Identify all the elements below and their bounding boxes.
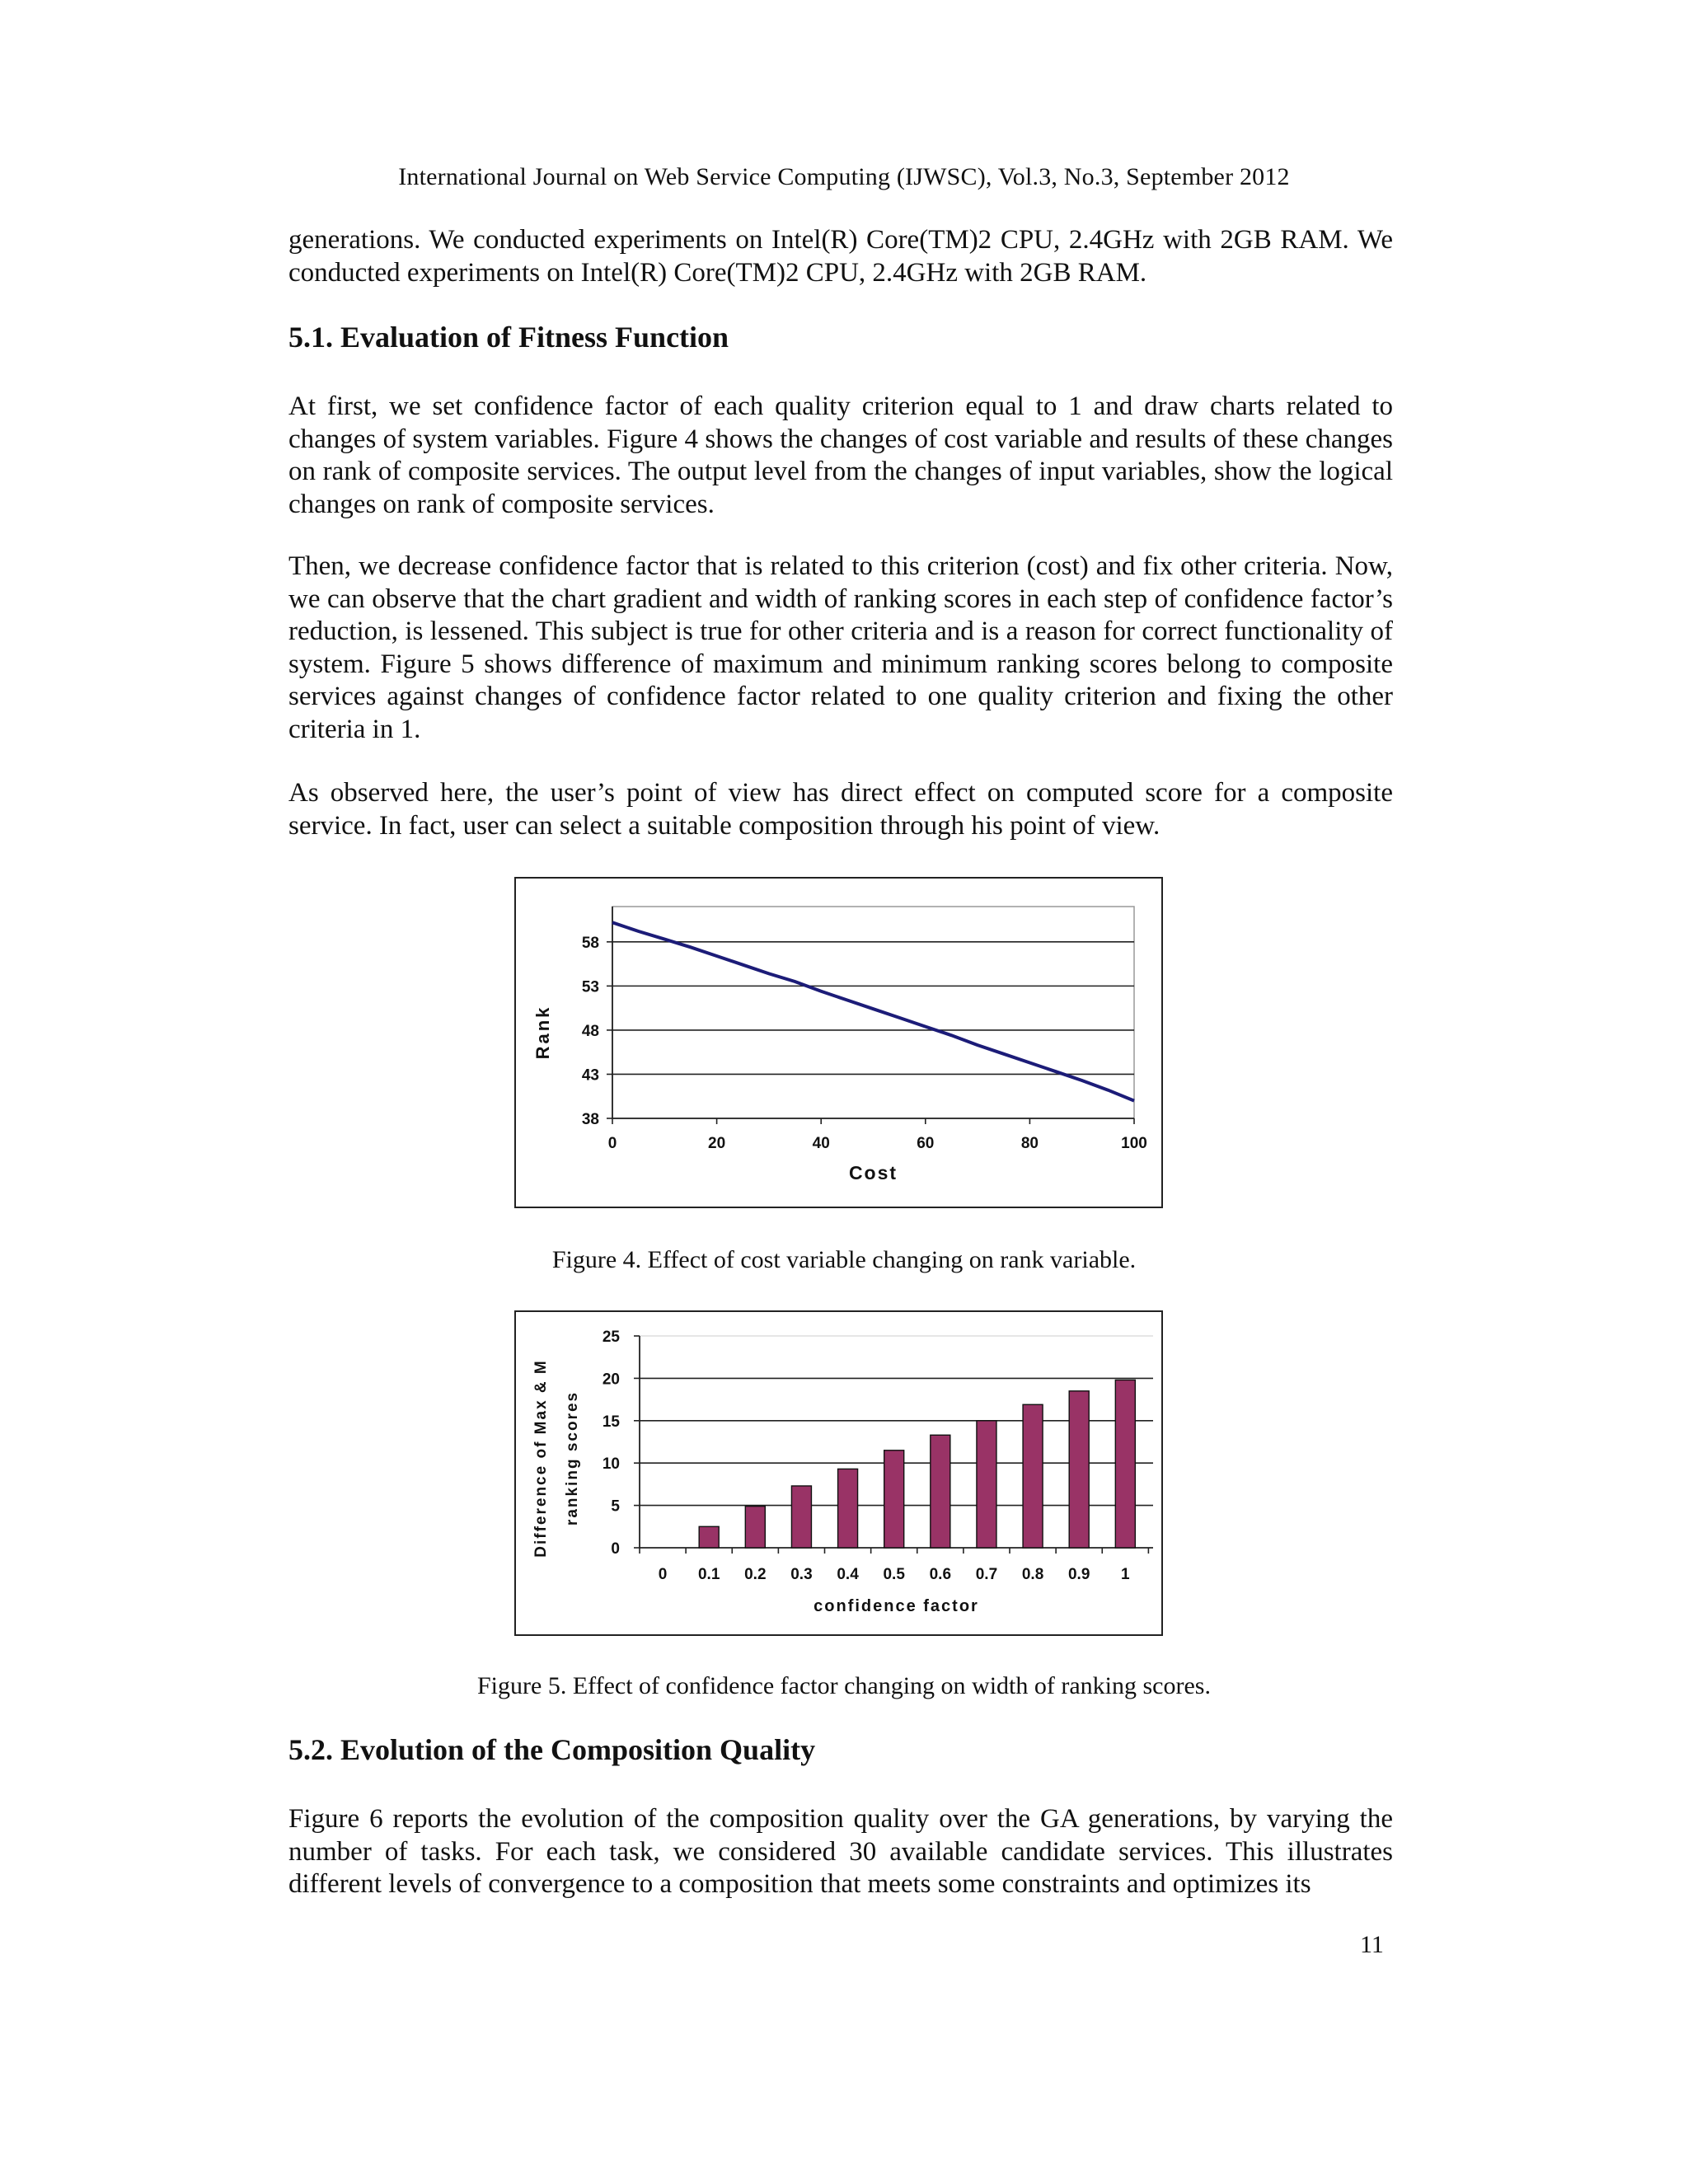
x-axis-label: Cost: [848, 1162, 898, 1183]
x-tick-label: 0: [658, 1566, 668, 1583]
bar: [699, 1526, 719, 1548]
x-tick-label: 0.8: [1021, 1566, 1044, 1583]
y-tick-label: 0: [611, 1540, 620, 1558]
x-tick-label: 80: [1020, 1135, 1039, 1152]
figure-5-caption: Figure 5. Effect of confidence factor changing on width of ranking scores.: [477, 1672, 1211, 1699]
figure-4-caption: Figure 4. Effect of cost variable changing on rank variable.: [551, 1246, 1137, 1273]
bar: [1069, 1391, 1089, 1548]
bar: [838, 1469, 858, 1548]
y-axis-label-line-2: ranking scores: [564, 1390, 581, 1526]
x-tick-label: 40: [812, 1135, 830, 1152]
page-number: 11: [1360, 1931, 1384, 1958]
x-tick-label: 0.2: [744, 1566, 767, 1583]
y-tick-label: 20: [602, 1371, 620, 1389]
y-tick-label: 10: [602, 1455, 620, 1474]
figure-5-chart: [514, 1310, 1163, 1636]
x-tick-label: 0.3: [790, 1566, 813, 1583]
x-tick-label: 20: [708, 1135, 726, 1152]
x-tick-label: 60: [917, 1135, 935, 1152]
paragraph-2: Then, we decrease confidence factor that is related to this criterion (cost) and fix other criteria. Now, we can observe that the chart gradient and width of ranking scores in each step of confidence factor’s reduction, is lessened. This subject is true for other criteria and is a reason for correct functionality of system. Figure 5 shows difference of maximum and minimum ranking scores belong to composite services against changes of confidence factor related to one quality criterion and fixing the other criteria in 1.: [288, 551, 1393, 744]
y-tick-label: 43: [581, 1066, 599, 1085]
bar: [884, 1451, 904, 1548]
x-tick-label: 0.1: [697, 1566, 720, 1583]
figure-4-svg: [516, 879, 1165, 1210]
x-tick-label: 0.7: [975, 1566, 998, 1583]
bar: [1115, 1380, 1135, 1548]
paragraph-1: At first, we set confidence factor of each quality criterion equal to 1 and draw charts related to changes of system variables. Figure 4 shows the changes of cost variable and results of these changes on rank of composite services. The output level from the changes of input variables, show the logical changes on rank of composite services.: [288, 391, 1393, 519]
bar: [1023, 1404, 1043, 1548]
x-tick-label: 0: [607, 1135, 617, 1152]
x-tick-label: 1: [1121, 1566, 1130, 1583]
y-axis-label-line-1: Difference of Max & M: [532, 1359, 550, 1558]
x-tick-label: 0.5: [883, 1566, 905, 1583]
y-tick-label: 15: [602, 1413, 620, 1431]
y-tick-label: 25: [602, 1329, 620, 1346]
y-tick-label: 53: [581, 978, 599, 996]
bar: [931, 1435, 950, 1548]
y-tick-label: 48: [581, 1022, 599, 1040]
figure-4-chart: [514, 877, 1163, 1208]
section-5-2-title: 5.2. Evolution of the Composition Quality: [288, 1733, 816, 1766]
x-tick-label: 100: [1121, 1135, 1147, 1152]
paragraph-4: Figure 6 reports the evolution of the composition quality over the GA generations, by varying the number of tasks. For each task, we considered 30 available candidate services. This illustrates different levels of convergence to a composition that meets some constraints and optimizes its: [288, 1804, 1393, 1899]
y-tick-label: 38: [581, 1111, 599, 1128]
y-axis-label: Rank: [532, 1005, 553, 1060]
paragraph-3: As observed here, the user’s point of view has direct effect on computed score for a composite service. In fact, user can select a suitable composition through his point of view.: [288, 778, 1393, 841]
bar: [791, 1486, 811, 1548]
plot-area-border: [612, 907, 1134, 1118]
y-tick-label: 58: [581, 934, 599, 952]
bar: [977, 1421, 996, 1548]
journal-header: International Journal on Web Service Computing (IJWSC), Vol.3, No.3, September 2012: [398, 163, 1290, 190]
x-axis-label: confidence factor: [814, 1597, 979, 1615]
section-5-1-title: 5.1. Evaluation of Fitness Function: [288, 321, 729, 354]
y-tick-label: 5: [611, 1497, 620, 1516]
x-tick-label: 0.6: [929, 1566, 952, 1583]
x-tick-label: 0.4: [837, 1566, 859, 1583]
x-tick-label: 0.9: [1067, 1566, 1090, 1583]
intro-paragraph: generations. We conducted experiments on Intel(R) Core(TM)2 CPU, 2.4GHz with 2GB RAM. We conducted experiments on Intel(R) Core(TM)2 CPU, 2.4GHz with 2GB RAM.: [288, 225, 1393, 288]
bar: [745, 1507, 765, 1548]
figure-5-svg: [516, 1312, 1165, 1638]
